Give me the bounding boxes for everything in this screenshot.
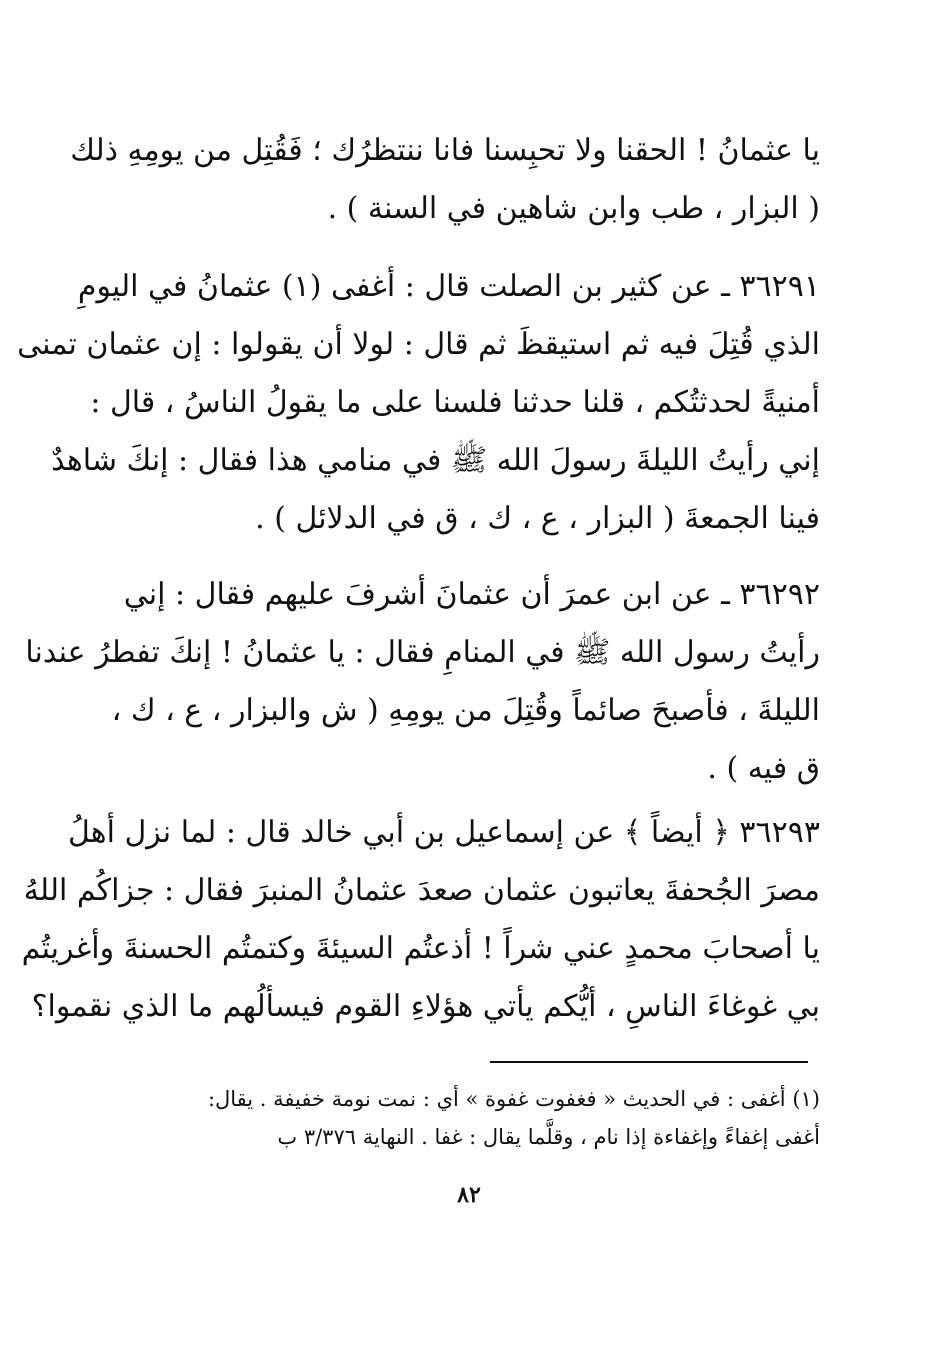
- paragraph-intro-continuation: [70, 122, 820, 238]
- text-line: ٣٦٢٩٢ ـ عن ابن عمرَ أن عثمانَ أشرفَ عليهم فقال : إني: [123, 577, 820, 612]
- text-line: بي غوغاءَ الناسِ ، أيُّكم يأتي هؤلاءِ القوم فيسألُهم ما الذي نقموا؟: [31, 989, 820, 1024]
- text-line: يا أصحابَ محمدٍ عني شراً ! أذعتُم السيئةَ وكتمتُم الحسنةَ وأغريتُم: [21, 931, 820, 966]
- paragraph-36291: [17, 258, 820, 548]
- text-line: إني رأيتُ الليلةَ رسولَ الله ﷺ في منامي هذا فقال : إنكَ شاهدٌ: [51, 443, 820, 478]
- footnote: [100, 1080, 820, 1156]
- text-line: الليلةَ ، فأصبحَ صائماً وقُتِلَ من يومِهِ ( ش والبزار ، ع ، ك ،: [111, 693, 820, 728]
- text-line: ٣٦٢٩١ ـ عن كثير بن الصلت قال : أغفى (١) عثمانُ في اليومِ: [77, 269, 820, 304]
- paragraph-36292: [25, 566, 820, 798]
- text-line: ٣٦٢٩٣ ﴿ أيضاً ﴾ عن إسماعيل بن أبي خالد قال : لما نزل أهلُ: [68, 815, 820, 850]
- footnote-line: (١) أغفى : في الحديث « فغفوت غفوة » أي : نمت نومة خفيفة . يقال:: [207, 1087, 820, 1111]
- text-line: الذي قُتِلَ فيه ثم استيقظَ ثم قال : لولا أن يقولوا : إن عثمان تمنى: [17, 327, 820, 362]
- paragraph-36293: [21, 804, 820, 1036]
- page-number: ٨٢: [457, 1182, 481, 1208]
- text-line: يا عثمانُ ! الحقنا ولا تحبِسنا فانا ننتظرُك ؛ فَقُتِل من يومِهِ ذلك: [70, 133, 820, 168]
- footnote-divider: [490, 1061, 808, 1063]
- text-line: مصرَ الجُحفةَ يعاتبون عثمان صعدَ عثمانُ المنبرَ فقال : جزاكُم اللهُ: [23, 873, 820, 908]
- footnote-line: أغفى إغفاءً وإغفاءة إذا نام ، وقلَّما يقال : غفا . النهاية ٣/٣٧٦ ب: [277, 1125, 820, 1149]
- text-line: أمنيةً لحدثتُكم ، قلنا حدثنا فلسنا على ما يقولُ الناسُ ، قال :: [90, 385, 820, 420]
- text-line: ق فيه ) .: [707, 751, 820, 786]
- text-line: ( البزار ، طب وابن شاهين في السنة ) .: [327, 191, 820, 226]
- text-line: رأيتُ رسول الله ﷺ في المنامِ فقال : يا عثمانُ ! إنكَ تفطرُ عندنا: [25, 635, 820, 670]
- text-line: فينا الجمعةَ ( البزار ، ع ، ك ، ق في الدلائل ) .: [255, 501, 820, 536]
